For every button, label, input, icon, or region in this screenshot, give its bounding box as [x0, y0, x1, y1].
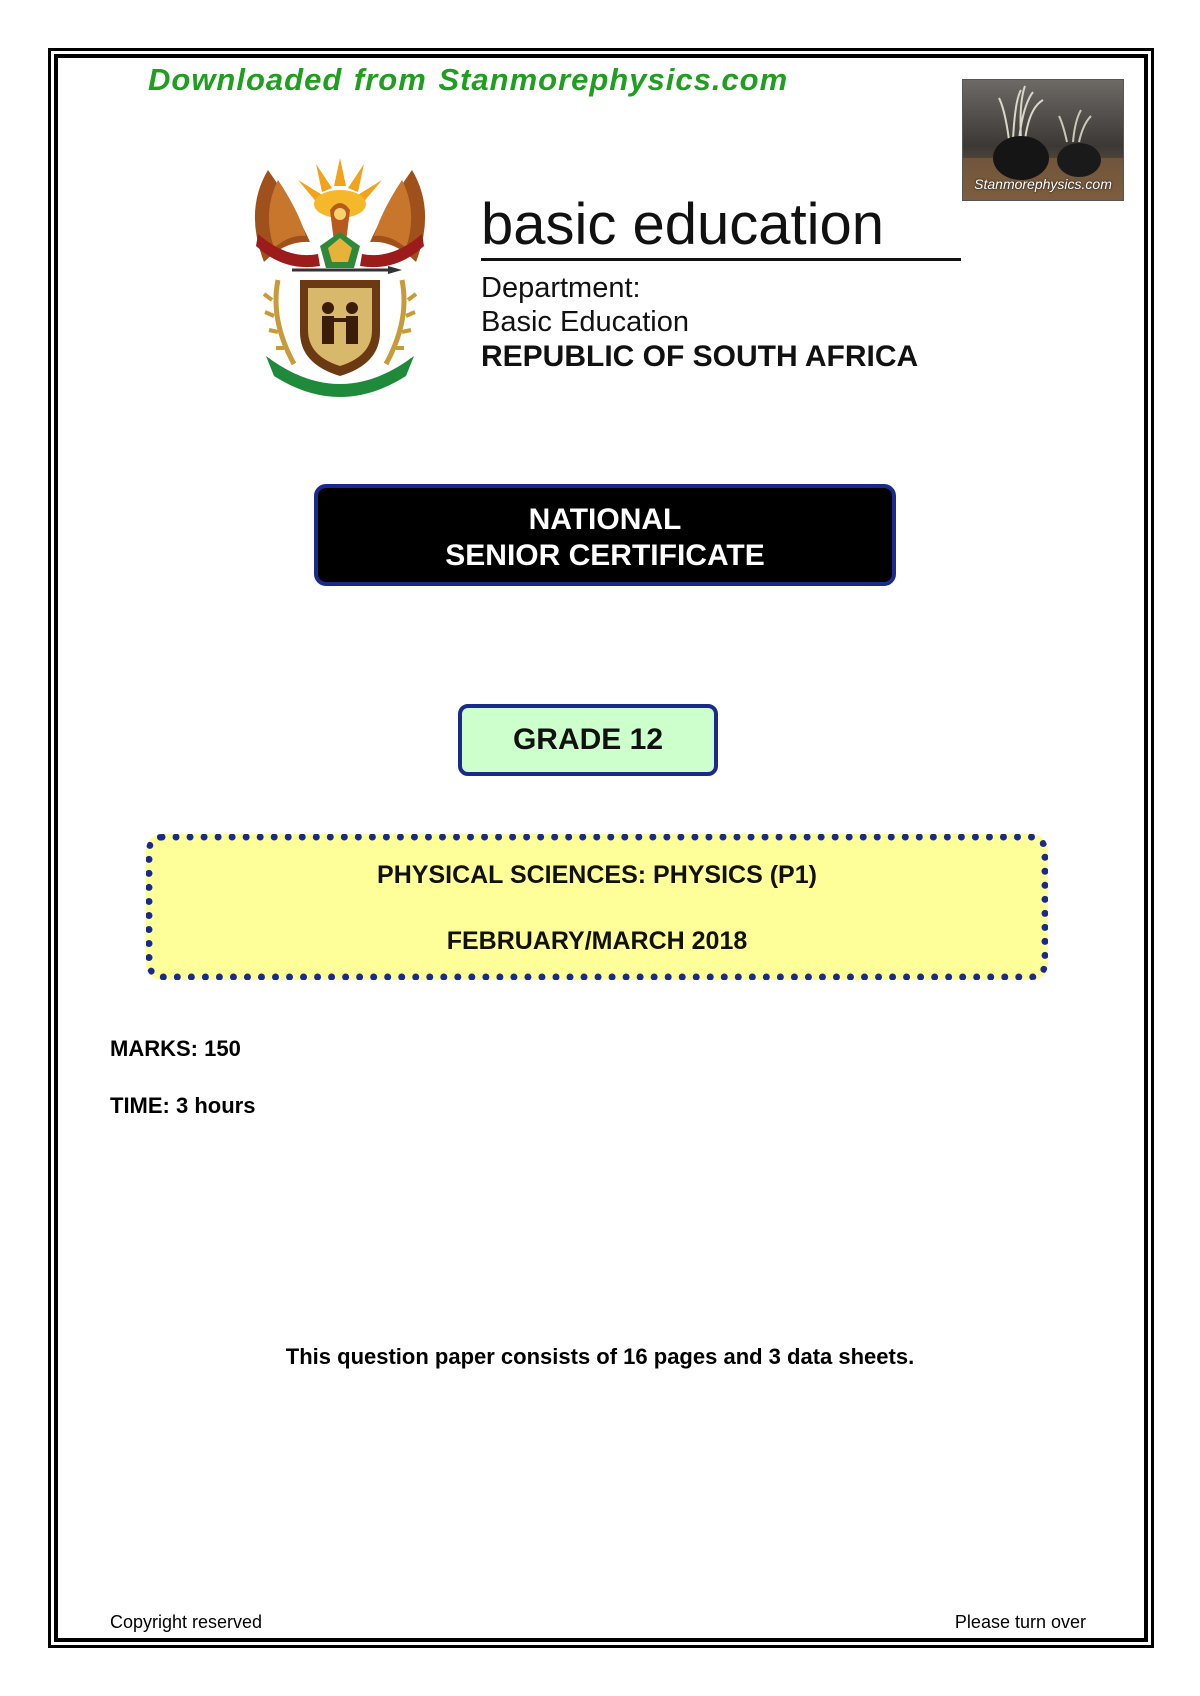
page-count-note: This question paper consists of 16 pages and 3 data sheets.: [285, 1344, 915, 1369]
marks-info: MARKS: 150: [110, 1036, 241, 1061]
download-watermark: Downloaded from Stanmorephysics.com: [148, 62, 789, 97]
certificate-line-2: SENIOR CERTIFICATE: [445, 539, 765, 572]
time-info: TIME: 3 hours: [110, 1093, 256, 1118]
grade-badge: GRADE 12: [458, 704, 718, 776]
brand-divider: [481, 258, 961, 261]
shield-figures-icon: [300, 280, 380, 376]
exam-session: FEBRUARY/MARCH 2018: [446, 927, 748, 955]
site-photo-caption: Stanmorephysics.com: [974, 176, 1112, 192]
footer-turn-over: Please turn over: [954, 1612, 1086, 1632]
certificate-banner: [314, 484, 896, 586]
brand-title: basic education: [481, 192, 885, 257]
site-logo-photo: [962, 79, 1124, 201]
department-unit: Basic Education: [481, 306, 689, 338]
subject-panel: [146, 834, 1048, 980]
protea-flower-icon: [320, 232, 360, 268]
certificate-line-1: NATIONAL: [528, 503, 682, 536]
subject-title: PHYSICAL SCIENCES: PHYSICS (P1): [377, 861, 817, 889]
department-label: Department:: [481, 272, 641, 304]
department-brand: [481, 192, 961, 375]
coat-of-arms-emblem: [238, 150, 442, 400]
footer-copyright: Copyright reserved: [110, 1612, 263, 1632]
country-name: REPUBLIC OF SOUTH AFRICA: [481, 340, 919, 373]
